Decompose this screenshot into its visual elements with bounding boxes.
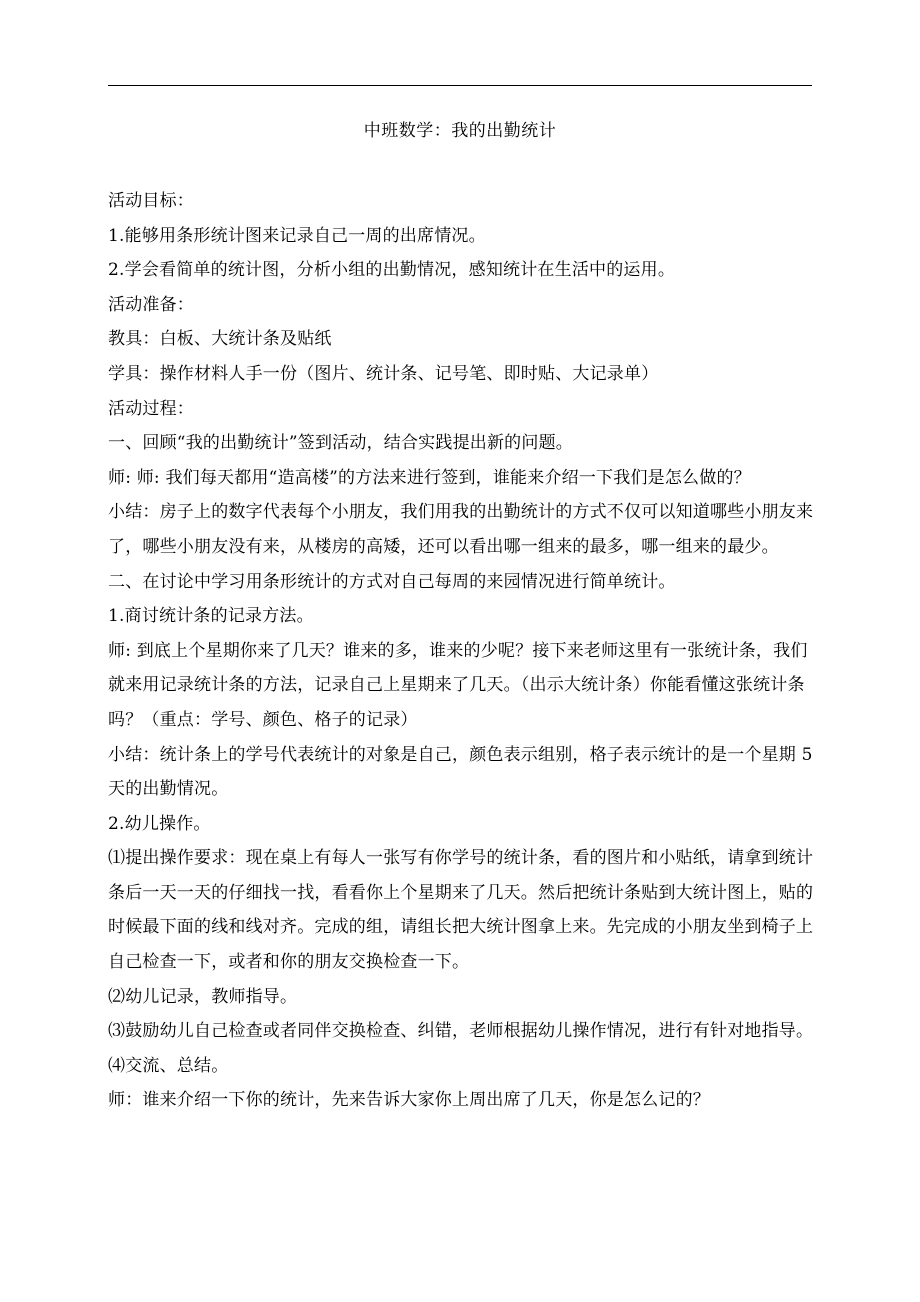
goal-item-1: 1.能够用条形统计图来记录自己一周的出席情况。 — [108, 225, 486, 246]
teacher-dialogue: 师: 到底上个星期你来了几天？谁来的多，谁来的少呢？接下来老师这里有一张统计条，我们就来用记录统计条的方法，记录自己上星期来了几天。（出示大统计条）你能看懂这张统计条吗？（重点：学号、颜色、格子的记录） — [108, 640, 808, 730]
section-heading-preparation: 活动准备： — [108, 294, 194, 315]
process-step-2: 二、在讨论中学习用条形统计的方式对自己每周的来园情况进行简单统计。 — [108, 571, 676, 592]
header-rule — [108, 85, 812, 86]
summary-paragraph: 小结：房子上的数字代表每个小朋友，我们用我的出勤统计的方式不仅可以知道哪些小朋友来了，哪些小朋友没有来，从楼房的高矮，还可以看出哪一组来的最多，哪一组来的最少。 — [108, 502, 814, 557]
goal-item-2: 2.学会看简单的统计图，分析小组的出勤情况，感知统计在生活中的运用。 — [108, 260, 676, 281]
sub-step-1: 1.商讨统计条的记录方法。 — [108, 606, 314, 627]
summary-paragraph: 小结：统计条上的学号代表统计的对象是自己，颜色表示组别，格子表示统计的是一个星期 5 天的出勤情况。 — [108, 744, 813, 800]
section-heading-process: 活动过程： — [108, 398, 194, 419]
teacher-dialogue: 师：谁来介绍一下你的统计，先来告诉大家你上周出席了几天，你是怎么记的？ — [108, 1090, 710, 1111]
numbered-item-1: ⑴提出操作要求：现在桌上有每人一张写有你学号的统计条，看的图片和小贴纸，请拿到统计条后一天一天的仔细找一找，看看你上个星期来了几天。然后把统计条贴到大统计图上，贴的时候最下面的线和线对齐。完成的组，请组长把大统计图拿上来。先完成的小朋友坐到椅子上自己检查一下，或者和你的朋友交换检查一下。 — [108, 848, 814, 973]
sub-step-2: 2.幼儿操作。 — [108, 813, 211, 834]
numbered-item-4: ⑷交流、总结。 — [108, 1055, 229, 1076]
document-body — [108, 184, 814, 1118]
section-heading-goals: 活动目标： — [108, 191, 194, 211]
process-step-1: 一、回顾“我的出勤统计”签到活动，结合实践提出新的问题。 — [108, 433, 573, 454]
teaching-materials: 教具：白板、大统计条及贴纸 — [108, 329, 332, 350]
teacher-dialogue: 师: 师: 我们每天都用“造高楼”的方法来进行签到，谁能来介绍一下我们是怎么做的？ — [108, 467, 751, 488]
numbered-item-2: ⑵幼儿记录，教师指导。 — [108, 986, 298, 1007]
learning-materials: 学具：操作材料人手一份（图片、统计条、记号笔、即时贴、大记录单） — [108, 363, 659, 384]
numbered-item-3: ⑶鼓励幼儿自己检查或者同伴交换检查、纠错，老师根据幼儿操作情况，进行有针对地指导。 — [108, 1021, 814, 1042]
document-title: 中班数学：我的出勤统计 — [363, 121, 557, 141]
